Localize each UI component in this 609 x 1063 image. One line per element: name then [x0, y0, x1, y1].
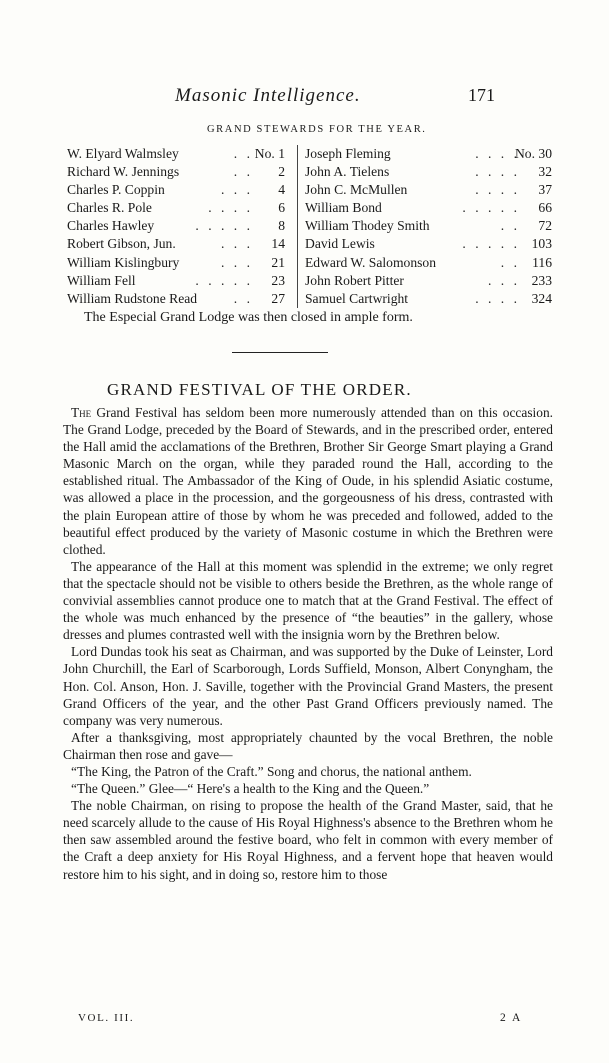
body-paragraph — [63, 729, 553, 763]
steward-leader-dots: . . . . . — [462, 236, 520, 252]
lodge-number: 324 — [531, 290, 552, 306]
steward-leader-dots: . . . . — [475, 164, 520, 180]
steward-row — [67, 254, 285, 272]
steward-row — [67, 235, 285, 253]
running-header — [0, 85, 609, 113]
steward-name: Robert Gibson, Jun. — [67, 236, 176, 252]
steward-name: John A. Tielens — [305, 164, 390, 180]
lodge-number: 6 — [278, 200, 285, 216]
stewards-heading: GRAND STEWARDS FOR THE YEAR. — [207, 124, 427, 135]
steward-row — [305, 163, 552, 181]
steward-row — [305, 145, 552, 163]
steward-leader-dots: . . . . . — [195, 272, 253, 288]
steward-name: Edward W. Salomonson — [305, 254, 437, 270]
section-title: GRAND FESTIVAL OF THE ORDER. — [107, 380, 412, 399]
steward-row — [305, 272, 552, 290]
steward-name: William Thodey Smith — [305, 218, 430, 234]
steward-leader-dots: . . — [233, 164, 253, 180]
closing-line: The Especial Grand Lodge was then closed in ample form. — [84, 310, 413, 325]
steward-row — [305, 181, 552, 199]
lodge-number: 2 — [278, 164, 285, 180]
paragraph-text: Lord Dundas took his seat as Chairman, and was supported by the Duke of Leinster, Lord John Churchill, the Earl of Scarborough, Lords Suffield, Monson, Albert Conyngham, the Hon. Col. Anson, Hon. J. Saville, together with the Provincial Grand Masters, the present Grand Officers of the year, and the other Past Grand Officers previously named. The company was very numerous. — [63, 644, 553, 728]
steward-leader-dots: . . . . — [475, 182, 520, 198]
lodge-number: 21 — [271, 254, 285, 270]
paragraph-text: The noble Chairman, on rising to propose the health of the Grand Master, said, that he need scarcely allude to the cause of His Royal Highness's absence to the Brethren whom he then saw assembled around the festive board, who felt in common with every member of the Craft a deep anxiety for His Royal Highness, and a fervent hope that heaven would restore him to his sight, and in doing so, restore him to those — [63, 798, 553, 882]
steward-leader-dots: . . . . — [475, 146, 520, 161]
paragraph-text: The appearance of the Hall at this moment was splendid in the extreme; we only regret that the spectacle should not be visible to others beside the Brethren, as the whole range of convivial assemblies cannot produce one to match that at the Grand Festival. The effect of the whole was much enhanced by the presence of “the beauties” in the gallery, whose dresses and plumes contrasted well with the insignia worn by the Brethren below. — [63, 558, 553, 643]
lodge-number: 116 — [532, 254, 552, 270]
running-title: Masonic Intelligence. — [175, 85, 361, 106]
steward-leader-dots: . . . — [221, 182, 253, 198]
steward-row — [305, 254, 552, 272]
steward-leader-dots: . . — [500, 254, 520, 270]
signature-mark: 2 A — [500, 1012, 523, 1024]
lodge-number: 72 — [538, 218, 552, 234]
steward-leader-dots: . . . — [221, 254, 253, 270]
body-paragraph — [63, 780, 553, 797]
lodge-number: 32 — [538, 164, 552, 180]
steward-name: Joseph Fleming — [305, 146, 391, 161]
body-paragraph — [63, 404, 553, 558]
steward-leader-dots: . . — [500, 218, 520, 234]
steward-row — [305, 217, 552, 235]
article-body — [63, 404, 553, 883]
lodge-number: 4 — [278, 182, 285, 198]
lodge-number: 14 — [271, 236, 285, 252]
steward-name: William Fell — [67, 272, 136, 288]
steward-leader-dots: . . — [233, 290, 253, 306]
lodge-number: 103 — [531, 236, 552, 252]
volume-signature: VOL. III. — [78, 1012, 135, 1024]
steward-leader-dots: . . . — [221, 236, 253, 252]
paragraph-text: “The King, the Patron of the Craft.” Song and chorus, the national anthem. — [71, 763, 472, 779]
steward-name: John C. McMullen — [305, 182, 408, 198]
lodge-number: 8 — [278, 218, 285, 234]
steward-name: W. Elyard Walmsley — [67, 146, 179, 161]
steward-name: Charles Hawley — [67, 218, 155, 234]
steward-row — [67, 290, 285, 308]
steward-name: William Kislingbury — [67, 254, 180, 270]
page-number: 171 — [468, 85, 495, 105]
steward-leader-dots: . . . . — [475, 290, 520, 306]
steward-row — [67, 181, 285, 199]
lodge-number: 66 — [538, 200, 552, 216]
steward-row — [67, 217, 285, 235]
lodge-number: 27 — [271, 290, 285, 306]
steward-row — [305, 199, 552, 217]
body-paragraph — [63, 643, 553, 728]
paragraph-text: “The Queen.” Glee—“ Here's a health to the King and the Queen.” — [71, 781, 430, 797]
paragraph-text: After a thanksgiving, most appropriately chaunted by the vocal Brethren, the noble Chairman then rose and gave— — [63, 729, 553, 762]
body-paragraph — [63, 797, 553, 882]
body-paragraph — [63, 763, 553, 780]
lodge-number: No. 1 — [254, 146, 285, 161]
steward-leader-dots: . . . — [488, 272, 520, 288]
section-divider — [232, 352, 328, 353]
steward-row — [67, 163, 285, 181]
steward-name: Samuel Cartwright — [305, 290, 409, 306]
steward-leader-dots: . . — [233, 146, 253, 161]
steward-row — [67, 272, 285, 290]
steward-row — [305, 235, 552, 253]
stewards-left-column — [67, 145, 285, 308]
body-paragraph — [63, 558, 553, 643]
steward-leader-dots: . . . . . — [195, 218, 253, 234]
steward-name: Charles R. Pole — [67, 200, 152, 216]
lodge-number: No. 30 — [514, 146, 552, 161]
steward-name: John Robert Pitter — [305, 272, 404, 288]
steward-name: Charles P. Coppin — [67, 182, 165, 198]
steward-row — [305, 290, 552, 308]
steward-leader-dots: . . . . . — [462, 200, 520, 216]
stewards-right-column — [297, 145, 552, 308]
steward-row — [67, 145, 285, 163]
lodge-number: 37 — [538, 182, 552, 198]
steward-name: William Rudstone Read — [67, 290, 198, 306]
steward-name: Richard W. Jennings — [67, 164, 180, 180]
steward-name: David Lewis — [305, 236, 375, 252]
steward-row — [67, 199, 285, 217]
lodge-number: 23 — [271, 272, 285, 288]
steward-name: William Bond — [305, 200, 382, 216]
drop-lead-word: The — [71, 405, 92, 420]
paragraph-text: Grand Festival has seldom been more numerously attended than on this occasion. The Grand Lodge, preceded by the Board of Stewards, and in the prescribed order, entered the Hall amid the acclamations of the Brethren, Brother Sir George Smart playing a Grand Masonic March on the organ, while they paraded round the Hall, according to the established ritual. The Ambassador of the King of Oude, in his splendid Asiatic costume, was allowed a place in the procession, and the gorgeousness of his dress, contrasted with the plain European attire of those by whom he was preceded and followed, added to the beautiful effect produced by the variety of Masonic costume in which the Brethren were clothed. — [63, 405, 553, 557]
lodge-number: 233 — [531, 272, 552, 288]
steward-leader-dots: . . . . — [208, 200, 253, 216]
